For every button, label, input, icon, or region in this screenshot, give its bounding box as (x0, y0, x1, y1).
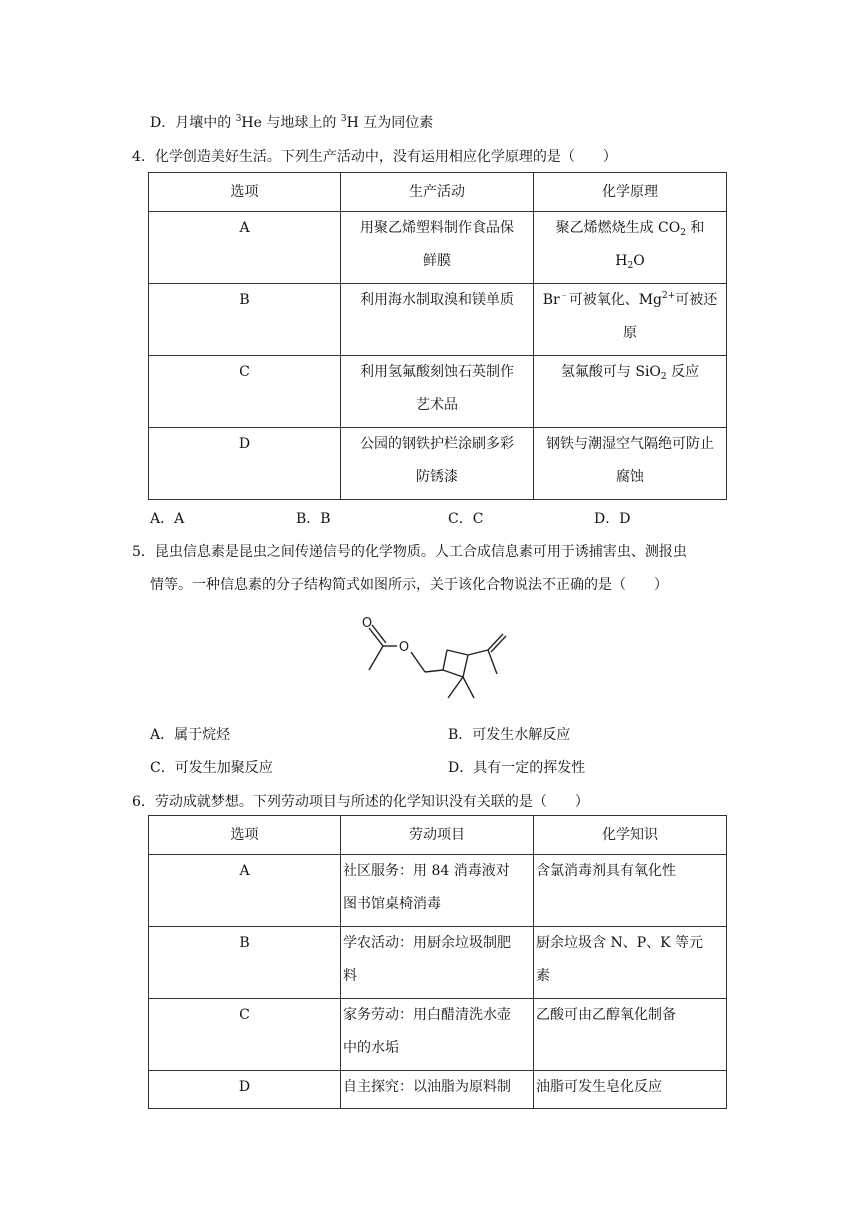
q4-choice-d[interactable]: D．D (594, 511, 631, 527)
q5-choice-c[interactable]: C．可发生加聚反应 (150, 760, 273, 776)
q6-row-a-option: A (149, 855, 341, 927)
q6-row-b-option: B (149, 927, 341, 999)
q6-row-b-item: 学农活动：用厨余垃圾制肥 料 (341, 927, 534, 999)
molecule-structure-diagram (355, 612, 515, 704)
q4-row-d-activity: 公园的钢铁护栏涂刷多彩 防锈漆 (341, 428, 534, 500)
q6-row-d (149, 1071, 727, 1109)
q6-row-b-knowledge: 厨余垃圾含 N、P、K 等元 素 (534, 927, 727, 999)
q4-choice-c[interactable]: C．C (448, 511, 484, 527)
q4-row-c-option: C (149, 356, 341, 428)
q6-table-header (149, 816, 727, 855)
q6-row-c-item: 家务劳动：用白醋清洗水壶 中的水垢 (341, 999, 534, 1071)
q4-header-principle: 化学原理 (534, 173, 727, 212)
q6-row-a-knowledge: 含氯消毒剂具有氧化性 (534, 855, 727, 927)
q6-row-a-item: 社区服务：用 84 消毒液对 图书馆桌椅消毒 (341, 855, 534, 927)
q3-option-d: D．月壤中的 $^3$He 与地球上的 $^3$H 互为同位素 (150, 114, 434, 131)
q4-table (148, 172, 727, 500)
q4-row-a (149, 212, 727, 284)
q5-choice-b[interactable]: B．可发生水解反应 (448, 727, 571, 743)
q4-row-d-principle: 钢铁与潮湿空气隔绝可防止 腐蚀 (534, 428, 727, 500)
q5-choice-d[interactable]: D．具有一定的挥发性 (448, 760, 586, 776)
q4-row-c-activity: 利用氢氟酸刻蚀石英制作 艺术品 (341, 356, 534, 428)
q6-header-knowledge: 化学知识 (534, 816, 727, 855)
q6-row-c (149, 999, 727, 1071)
q4-row-a-option: A (149, 212, 341, 284)
ester-oxygen-label: O (398, 640, 410, 655)
q4-header-activity: 生产活动 (341, 173, 534, 212)
q4-header-option: 选项 (149, 173, 341, 212)
q4-row-b-option: B (149, 284, 341, 356)
carbonyl-oxygen-label: O (361, 616, 373, 631)
q6-row-c-option: C (149, 999, 341, 1071)
q6-table (148, 815, 727, 1109)
q5-stem-line1: 5．昆虫信息素是昆虫之间传递信号的化学物质。人工合成信息素可用于诱捕害虫、测报虫 (132, 544, 687, 560)
q6-header-option: 选项 (149, 816, 341, 855)
q4-row-b-activity: 利用海水制取溴和镁单质 (341, 284, 534, 356)
q4-choice-b[interactable]: B．B (296, 511, 331, 527)
q6-row-a (149, 855, 727, 927)
q4-row-d-option: D (149, 428, 341, 500)
q4-choice-a[interactable]: A．A (150, 511, 185, 527)
q4-stem: 4．化学创造美好生活。下列生产活动中，没有运用相应化学原理的是（ ） (132, 149, 617, 165)
q6-row-c-knowledge: 乙酸可由乙醇氧化制备 (534, 999, 727, 1071)
q6-header-item: 劳动项目 (341, 816, 534, 855)
q4-row-a-activity: 用聚乙烯塑料制作食品保 鲜膜 (341, 212, 534, 284)
q4-row-a-principle: 聚乙烯燃烧生成 $CO_2$ 和 $H_2O$ (534, 212, 727, 284)
q6-row-d-knowledge: 油脂可发生皂化反应 (534, 1071, 727, 1109)
q4-row-b (149, 284, 727, 356)
q4-row-b-principle: Br﹣可被氧化、$Mg^{2+}$可被还 原 (534, 284, 727, 356)
q4-table-header (149, 173, 727, 212)
q5-stem-line2: 情等。一种信息素的分子结构简式如图所示，关于该化合物说法不正确的是（ ） (150, 577, 668, 593)
q6-row-d-item: 自主探究：以油脂为原料制 (341, 1071, 534, 1109)
q5-choice-a[interactable]: A．属于烷烃 (150, 727, 231, 743)
q4-row-d (149, 428, 727, 500)
q4-row-c (149, 356, 727, 428)
q6-stem: 6．劳动成就梦想。下列劳动项目与所述的化学知识没有关联的是（ ） (132, 794, 589, 810)
q6-row-b (149, 927, 727, 999)
q6-row-d-option: D (149, 1071, 341, 1109)
q4-row-c-principle: 氢氟酸可与 SiO$_2$ 反应 (534, 356, 727, 428)
